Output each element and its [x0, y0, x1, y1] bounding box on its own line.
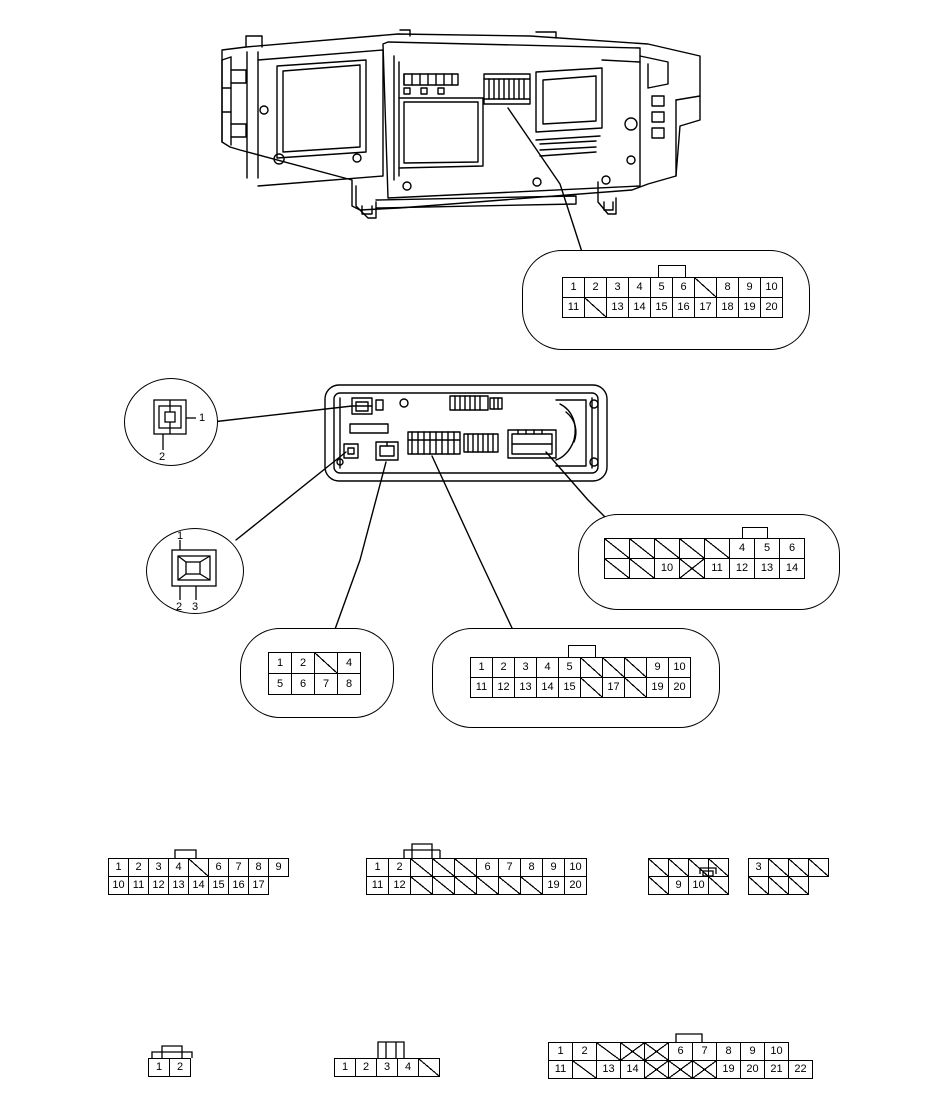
pin-cell: 6	[291, 673, 315, 695]
pin-cell: 11	[470, 677, 493, 698]
pin-cell: 11	[366, 876, 389, 895]
pin-cell: 8	[248, 858, 269, 877]
pin-cell: 11	[562, 297, 585, 318]
pin-cell: 15	[208, 876, 229, 895]
pin-cell: 10	[654, 558, 680, 579]
pin-cell: 10	[688, 876, 709, 895]
pin-cell: 14	[536, 677, 559, 698]
pin-cell: 7	[498, 858, 521, 877]
pin-cell: 2	[128, 858, 149, 877]
pin-cell: 10	[108, 876, 129, 895]
pin-cell: 1	[108, 858, 129, 877]
pin-cell: 5	[268, 673, 292, 695]
pin-cell: 9	[738, 277, 761, 298]
pin-cell: 7	[692, 1042, 717, 1061]
pin-cell: 15	[558, 677, 581, 698]
pin-cell: 6	[208, 858, 229, 877]
pin-cell: 6	[672, 277, 695, 298]
pin-cell: 9	[268, 858, 289, 877]
pin-cell: 10	[668, 657, 691, 678]
pin-cell: 10	[760, 277, 783, 298]
pin-cell: 4	[168, 858, 189, 877]
pin-cell: 3	[148, 858, 169, 877]
pin-cell: 16	[228, 876, 249, 895]
pin-cell: 1	[334, 1058, 356, 1077]
pin-cell: 17	[602, 677, 625, 698]
callout-2pin-label-1: 1	[199, 412, 206, 424]
pin-cell: 8	[520, 858, 543, 877]
pin-cell: 4	[536, 657, 559, 678]
pin-cell: 13	[606, 297, 629, 318]
pin-cell: 1	[562, 277, 585, 298]
pin-cell: 14	[620, 1060, 645, 1079]
pin-cell: 1	[548, 1042, 573, 1061]
pin-cell: 3	[606, 277, 629, 298]
callout-2pin-label-2: 2	[159, 451, 166, 463]
pin-cell: 2	[355, 1058, 377, 1077]
pin-cell: 3	[748, 858, 769, 877]
pin-cell: 2	[291, 652, 315, 674]
pin-cell: 4	[628, 277, 651, 298]
callout-3pin-label-2: 2	[176, 601, 183, 613]
pin-cell: 19	[716, 1060, 741, 1079]
pin-cell: 6	[668, 1042, 693, 1061]
pin-cell: 14	[779, 558, 805, 579]
pin-cell: 10	[564, 858, 587, 877]
pin-cell: 20	[740, 1060, 765, 1079]
pin-cell: 21	[764, 1060, 789, 1079]
pin-cell: 8	[716, 277, 739, 298]
pin-cell: 9	[542, 858, 565, 877]
pin-cell: 5	[650, 277, 673, 298]
pin-cell: 2	[584, 277, 607, 298]
pin-cell: 12	[388, 876, 411, 895]
pin-cell: 8	[337, 673, 361, 695]
pin-cell: 1	[366, 858, 389, 877]
pin-cell: 14	[628, 297, 651, 318]
pin-cell: 5	[754, 538, 780, 559]
pin-cell: 7	[314, 673, 338, 695]
pin-cell: 11	[704, 558, 730, 579]
pin-cell: 1	[148, 1058, 170, 1077]
pin-cell: 6	[476, 858, 499, 877]
pin-cell: 4	[337, 652, 361, 674]
pin-cell: 11	[128, 876, 149, 895]
pin-cell: 3	[514, 657, 537, 678]
pin-cell: 4	[397, 1058, 419, 1077]
pin-cell: 8	[716, 1042, 741, 1061]
pin-cell: 20	[564, 876, 587, 895]
pin-cell: 1	[470, 657, 493, 678]
pin-cell: 17	[694, 297, 717, 318]
pin-cell: 13	[596, 1060, 621, 1079]
pin-cell: 18	[716, 297, 739, 318]
pin-cell: 12	[148, 876, 169, 895]
callout-3pin-label-3: 3	[192, 601, 199, 613]
pin-cell: 16	[672, 297, 695, 318]
pin-cell: 6	[779, 538, 805, 559]
pin-cell: 11	[548, 1060, 573, 1079]
pin-cell: 2	[572, 1042, 597, 1061]
pin-cell: 14	[188, 876, 209, 895]
pin-cell: 2	[388, 858, 411, 877]
pin-cell: 5	[558, 657, 581, 678]
pin-cell: 19	[542, 876, 565, 895]
pin-cell: 2	[492, 657, 515, 678]
pin-cell: 19	[646, 677, 669, 698]
pin-cell: 4	[729, 538, 755, 559]
pin-cell: 12	[492, 677, 515, 698]
pin-cell: 1	[268, 652, 292, 674]
pin-cell: 7	[228, 858, 249, 877]
pin-cell: 20	[760, 297, 783, 318]
pin-cell: 3	[376, 1058, 398, 1077]
pin-cell: 22	[788, 1060, 813, 1079]
pin-cell: 9	[668, 876, 689, 895]
pin-cell: 12	[729, 558, 755, 579]
pin-cell: 13	[754, 558, 780, 579]
pin-cell: 20	[668, 677, 691, 698]
pin-cell: 17	[248, 876, 269, 895]
pin-cell: 9	[740, 1042, 765, 1061]
pin-cell: 19	[738, 297, 761, 318]
pin-cell: 10	[764, 1042, 789, 1061]
callout-3pin-label-1: 1	[177, 530, 184, 542]
pin-cell: 13	[168, 876, 189, 895]
pin-cell: 2	[169, 1058, 191, 1077]
pin-cell: 9	[646, 657, 669, 678]
pin-cell: 15	[650, 297, 673, 318]
pin-cell: 13	[514, 677, 537, 698]
